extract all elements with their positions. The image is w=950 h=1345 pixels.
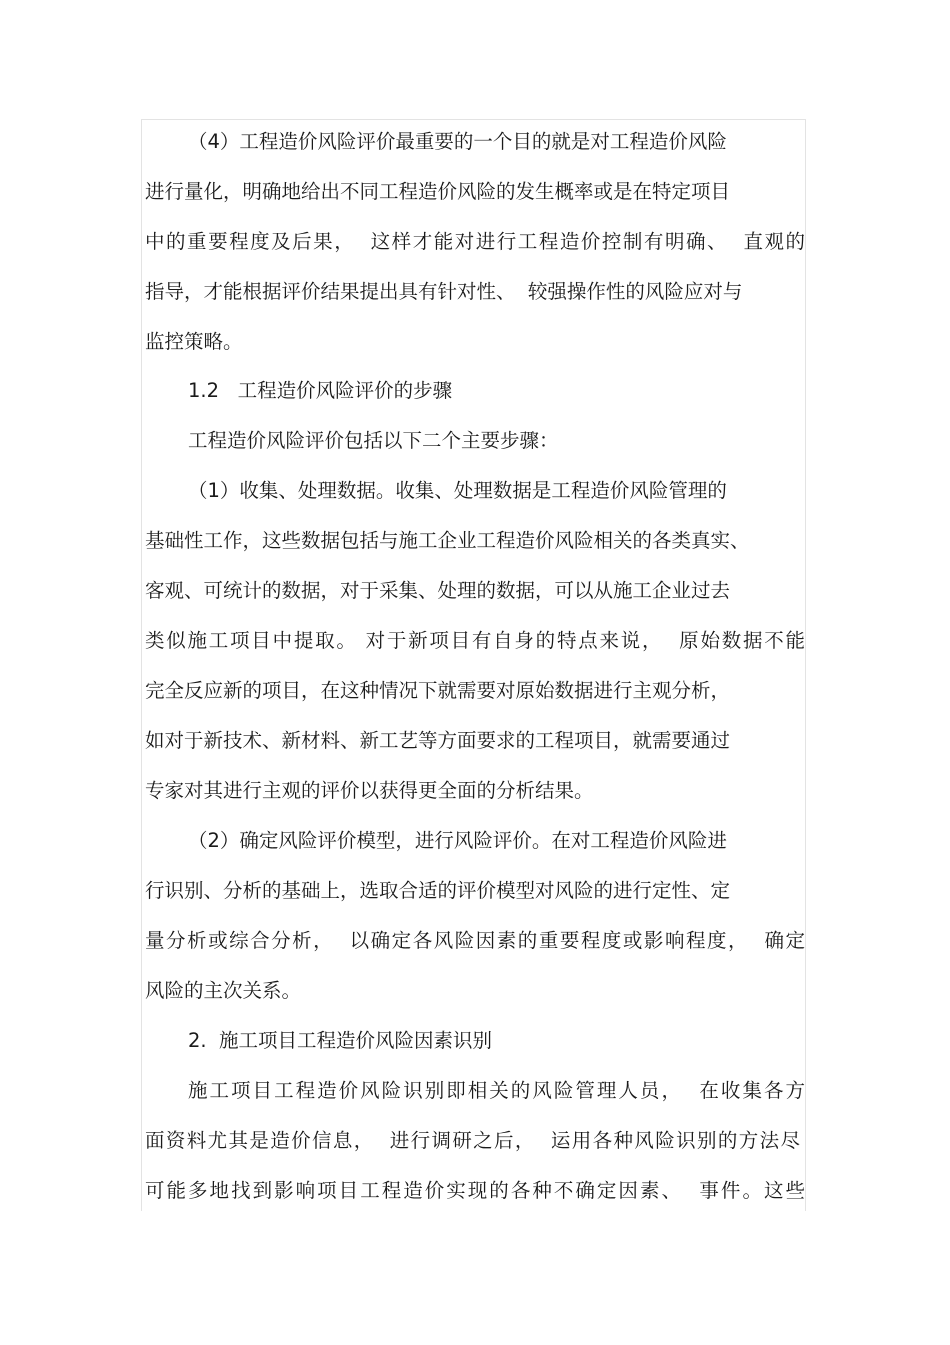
paragraph-line: 风险的主次关系。	[145, 979, 302, 1002]
paragraph-line: 面资料尤其是造价信息， 进行调研之后， 运用各种风险识别的方法尽	[145, 1129, 800, 1152]
section-heading: 1.2 工程造价风险评价的步骤	[188, 379, 453, 402]
paragraph-line: 基础性工作，这些数据包括与施工企业工程造价风险相关的各类真实、	[145, 529, 750, 552]
paragraph-line: 如对于新技术、新材料、新工艺等方面要求的工程项目，就需要通过	[145, 729, 731, 752]
paragraph-line: 类似施工项目中提取。 对于新项目有自身的特点来说， 原始数据不能	[145, 629, 805, 652]
paragraph-line: 客观、可统计的数据，对于采集、处理的数据，可以从施工企业过去	[145, 579, 731, 602]
paragraph-line: 可能多地找到影响项目工程造价实现的各种不确定因素、 事件。这些	[145, 1179, 805, 1202]
paragraph-line: 完全反应新的项目，在这种情况下就需要对原始数据进行主观分析，	[145, 679, 731, 702]
paragraph-line: 监控策略。	[145, 330, 243, 353]
section-heading: 2. 施工项目工程造价风险因素识别	[188, 1029, 493, 1052]
paragraph-line: 量分析或综合分析， 以确定各风险因素的重要程度或影响程度， 确定	[145, 929, 805, 952]
paragraph-line: 进行量化，明确地给出不同工程造价风险的发生概率或是在特定项目	[145, 180, 731, 203]
paragraph-line: 施工项目工程造价风险识别即相关的风险管理人员， 在收集各方	[188, 1079, 805, 1102]
paragraph-line: （2）确定风险评价模型，进行风险评价。在对工程造价风险进	[188, 829, 727, 852]
paragraph-line: 行识别、分析的基础上，选取合适的评价模型对风险的进行定性、定	[145, 879, 731, 902]
paragraph-line: 指导，才能根据评价结果提出具有针对性、 较强操作性的风险应对与	[145, 280, 743, 303]
paragraph-line: 专家对其进行主观的评价以获得更全面的分析结果。	[145, 779, 594, 802]
paragraph-line: 工程造价风险评价包括以下二个主要步骤：	[188, 429, 559, 452]
paragraph-line: （1）收集、处理数据。收集、处理数据是工程造价风险管理的	[188, 479, 727, 502]
paragraph-line: （4）工程造价风险评价最重要的一个目的就是对工程造价风险	[188, 130, 727, 153]
paragraph-line: 中的重要程度及后果， 这样才能对进行工程造价控制有明确、 直观的	[145, 230, 805, 253]
